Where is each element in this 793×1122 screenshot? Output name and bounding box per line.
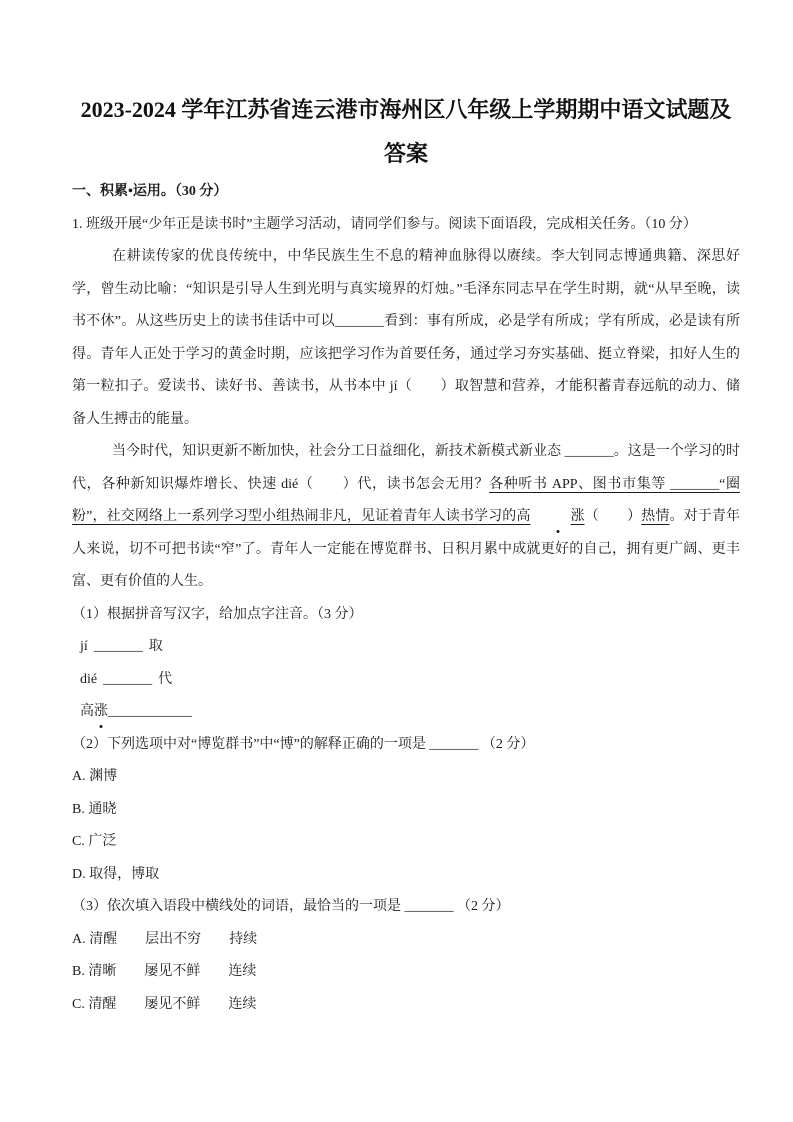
target-character: 代 [158,671,173,687]
answer-blank: _______ [93,639,143,654]
passage-segment-dotted-char: 涨 [531,501,585,534]
document-title-line-2: 答案 [383,141,428,166]
passage-segment-plain: 。对于青年人来说，切不可把书读“窄”了。青年人一定能在博览群书、日积月累中成就更好的自己，拥有更广阔、更丰富、更有价值的人生。 [72,509,741,589]
option-2b: B. 通晓 [72,801,117,817]
passage-segment-underlined: 各种听书 APP、图书市集等 _______“圈粉”，社交网络上一系列学习型小组热闹非凡，见证着青年人读书学习的高 [72,476,740,524]
passage-segment-bracket-blank: （ ） [584,509,642,524]
passage-paragraph-2 [72,436,740,599]
target-character: 取 [148,639,163,654]
option-2d: D. 取得，博取 [72,866,160,882]
sub-question-1-heading: （1）根据拼音写汉字，给加点字注音。（3 分） [72,606,363,622]
target-word: 高 [80,704,94,719]
pinyin-syllable: dié [80,671,98,687]
pinyin-syllable: jí [80,639,88,654]
document-title [72,88,740,176]
sub-question-2-heading: （2）下列选项中对“博览群书”中“博”的解释正确的一项是 _______ （2 分） [72,736,535,752]
sub-question-3-heading: （3）依次填入语段中横线处的词语，最恰当的一项是 _______ （2 分） [72,899,510,914]
answer-blank: _______ [103,671,153,687]
passage-segment-plain: 当今时代，知识更新不断加快，社会分工日益细化，新技术新模式新业态 _______。这是一个学习的时代，各种新知识爆炸增长、快速 dié（ ）代，读书怎会无用？ [72,444,740,492]
dotted-character: 涨 [94,696,108,729]
passage-segment-underlined: 热情 [641,509,670,524]
option-3b: B. 清晰 屡见不鲜 连续 [72,964,257,979]
document-title-line-1: 2023-2024 学年江苏省连云港市海州区八年级上学期期中语文试题及 [80,97,732,122]
option-3c: C. 清醒 屡见不鲜 连续 [72,996,257,1012]
pinyin-item-gaozhang [72,696,740,729]
answer-blank: ____________ [108,704,192,719]
pinyin-item-ji [72,631,740,664]
document-content [0,88,793,1021]
question-1-stem: 1. 班级开展“少年正是读书时”主题学习活动，请同学们参与。阅读下面语段，完成相关任务。（10 分） [72,216,697,232]
option-2a: A. 渊博 [72,769,118,784]
option-3a: A. 清醒 层出不穷 持续 [72,931,258,947]
passage-paragraph-1: 在耕读传家的优良传统中，中华民族生生不息的精神血脉得以赓续。李大钊同志博通典籍、深思好学，曾生动比喻：“知识是引导人生到光明与真实境界的灯烛。”毛泽东同志早在学生时期，就“从早至晚，读书不休”。从这些历史上的读书佳话中可以_______看到：事有所成，必是学有所成；学有所成，必是读有所得。青年人正处于学习的黄金时期，应该把学习作为首要任务，通过学习夯实基础、挺立脊梁，扣好人生的第一粒扣子。爱读书、读好书、善读书，从书本中 jí（ ）取智慧和营养，才能积蓄青春远航的动力、储备人生搏击的能量。 [72,249,740,427]
option-2c: C. 广泛 [72,834,117,849]
pinyin-item-die [72,664,740,697]
section-heading: 一、积累•运用。（30 分） [72,184,228,199]
